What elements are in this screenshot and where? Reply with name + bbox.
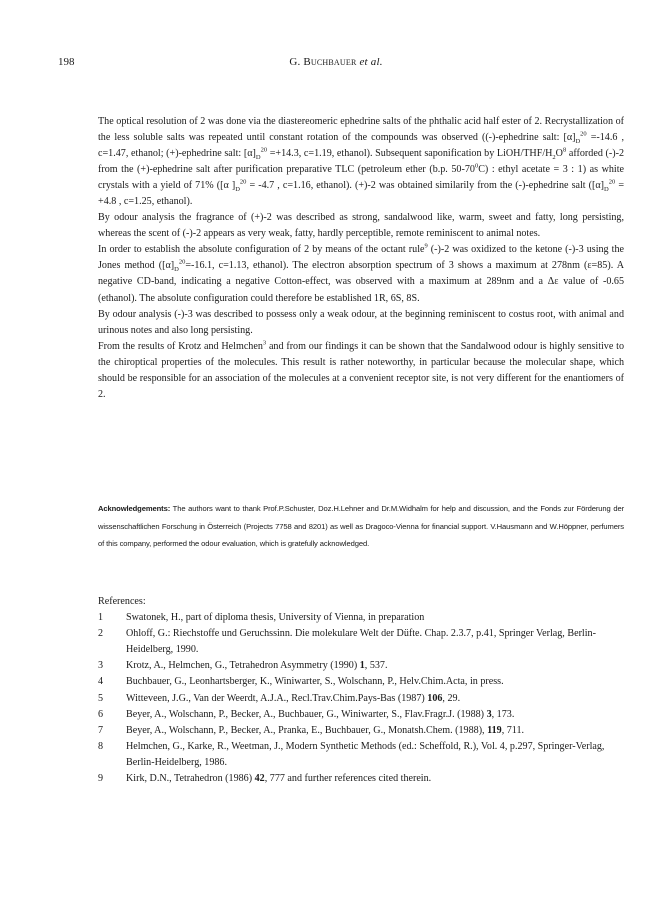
reference-item [98, 771, 624, 787]
reference-item [98, 610, 624, 626]
references [98, 594, 624, 787]
paragraph-absolute-configuration: In order to establish the absolute configuration of 2 by means of the octant rule$^9$ (-)-2 was oxidized to the ketone (-)-3 using the Jones method ($[\alpha]_D^{20}=-16.1$, c=1.13, ethanol). The electron absorption spectrum of 3 shows a maximum at 278nm (ε=85). A negative CD-band, indicating a negative Cotton-effect, was observed with a maximum at 289nm and a Δε value of -0.65 (ethanol). The absolute configuration could therefore be established 1R, 6S, 8S. [98, 243, 624, 304]
references-title: References: [98, 596, 146, 607]
reference-text: Helmchen, G., Karke, R., Weetman, J., Modern Synthetic Methods (ed.: Scheffold, R.), Vol. 4, p.297, Springer-Verlag, Berlin-Heidelberg, 1986. [126, 740, 605, 768]
running-head-etal: et al. [359, 56, 383, 68]
reference-item [98, 626, 624, 658]
reference-number: 7 [98, 724, 104, 736]
reference-item [98, 707, 624, 723]
body-text [98, 114, 624, 403]
acknowledgements-heading: Acknowledgements: [98, 504, 171, 513]
running-head [58, 56, 614, 68]
reference-number: 6 [98, 708, 104, 720]
paragraph-odour-analysis-3: By odour analysis (-)-3 was described to possess only a weak odour, at the beginning reminiscent to costus root, with animal and urinous notes and also long persisting. [98, 308, 624, 336]
paragraph-conclusion: From the results of Krotz and Helmchen$^3$ and from our findings it can be shown that the Sandalwood odour is highly sensitive to the chiroptical properties of the molecules. This result is rather noteworthy, in particular because the molecular shape, which should be responsible for an association of the molecules at a convenient receptor site, is not very different for the enantiomers of 2. [98, 339, 624, 400]
reference-list [98, 610, 624, 787]
reference-text: Swatonek, H., part of diploma thesis, University of Vienna, in preparation [126, 612, 425, 624]
reference-text: Krotz, A., Helmchen, G., Tetrahedron Asymmetry (1990) 1, 537. [126, 660, 388, 672]
page-header [58, 56, 614, 72]
reference-number: 1 [98, 612, 104, 624]
reference-item [98, 674, 624, 690]
reference-number: 2 [98, 628, 104, 640]
reference-number: 9 [98, 773, 104, 785]
reference-number: 8 [98, 740, 104, 752]
reference-text: Ohloff, G.: Riechstoffe und Geruchssinn. Die molekulare Welt der Düfte. Chap. 2.3.7, p.41, Springer Verlag, Berlin-Heidelberg, 1990. [126, 628, 596, 656]
reference-item [98, 658, 624, 674]
reference-text: Witteveen, J.G., Van der Weerdt, A.J.A., Recl.Trav.Chim.Pays-Bas (1987) 106, 29. [126, 692, 461, 704]
paragraph-optical-resolution: The optical resolution of 2 was done via the diastereomeric ephedrine salts of the phthalic acid half ester of 2. Recrystallization of the less soluble salts was repeated until constant rotation of the compounds was observed ((-)-ephedrine salt: $[\alpha]_D^{20} =-14.6$ , c=1.47, ethanol; (+)-ephedrine salt: $[\alpha]_D^{20} =+14.3$, c=1.19, ethanol). Subsequent saponification by LiOH/$THF/H_2O^8$ afforded (-)-2 from the (+)-ephedrine salt after purification preparative TLC (petroleum ether (b.p. $50-70^0C$) : ethyl acetate = 3 : 1) as white crystals with a yield of 71% ([α ]$_D^{20} = -4.7$ , c=1.16, ethanol). (+)-2 was obtained similarily from the (-)-ephedrine salt ($[\alpha]_D^{20} = +4.8$ , c=1.25, ethanol). [98, 116, 625, 208]
reference-number: 5 [98, 692, 104, 704]
reference-text: Beyer, A., Wolschann, P., Becker, A., Pranka, E., Buchbauer, G., Monatsh.Chem. (1988), 119, 711. [126, 724, 525, 736]
reference-item [98, 739, 624, 771]
acknowledgements-text: The authors want to thank Prof.P.Schuster, Doz.H.Lehner and Dr.M.Widhalm for help and discussion, and the Fonds zur Förderung der wissenschaftlichen Forschung in Österreich (Projects 7758 and 8201) as well as Dragoco-Vienna for financial support. V.Hausmann and W.Höppner, perfumers of this company, performed the odour evaluation, which is gratefully acknowledged. [98, 504, 625, 549]
reference-text: Kirk, D.N., Tetrahedron (1986) 42, 777 and further references cited therein. [126, 773, 432, 785]
page-number: 198 [58, 56, 75, 68]
reference-number: 4 [98, 676, 104, 688]
reference-number: 3 [98, 660, 104, 672]
reference-item [98, 691, 624, 707]
reference-item [98, 723, 624, 739]
paragraph-odour-analysis-2: By odour analysis the fragrance of (+)-2 was described as strong, sandalwood like, warm, sweet and fatty, long persisting, whereas the scent of (-)-2 appears as very weak, fatty, hardly perceptible, remote reminiscent to animal notes. [98, 212, 624, 240]
reference-text: Beyer, A., Wolschann, P., Becker, A., Buchbauer, G., Winiwarter, S., Flav.Fragr.J. (1988) 3, 173. [126, 708, 515, 720]
acknowledgements [98, 500, 624, 553]
reference-text: Buchbauer, G., Leonhartsberger, K., Winiwarter, S., Wolschann, P., Helv.Chim.Acta, in press. [126, 676, 504, 688]
running-head-authors: G. Buchbauer [289, 56, 357, 68]
